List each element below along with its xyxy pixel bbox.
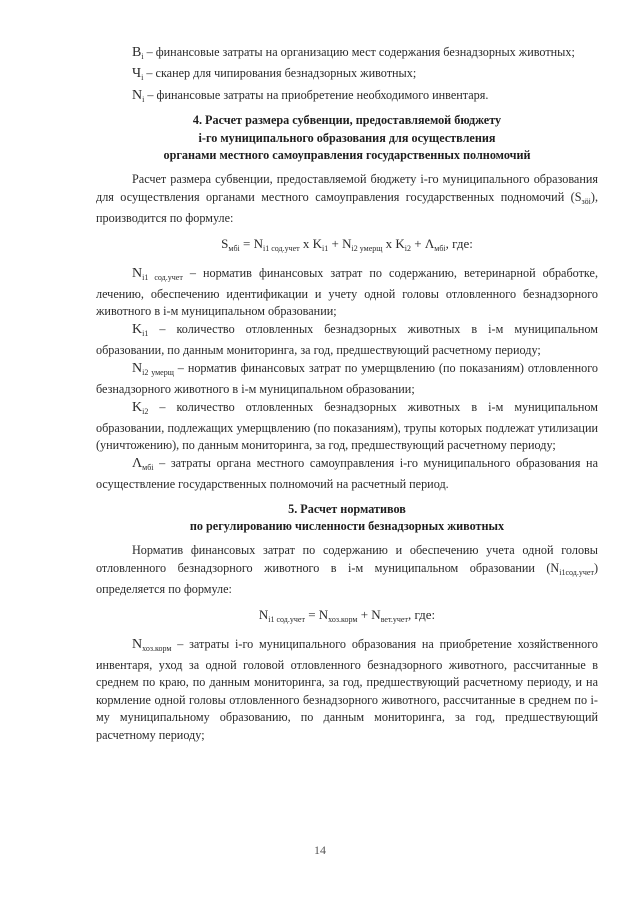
formula-subscript: хоз.корм [328, 614, 358, 624]
symbol: Ч [132, 66, 142, 82]
symbol-subscript: i1 сод.учет [142, 272, 183, 282]
section-heading [96, 112, 598, 164]
heading-line: i-го муниципального образования для осуществления [198, 130, 496, 145]
formula-term: + N [357, 606, 381, 622]
formula-term: , где: [445, 235, 473, 251]
heading-line: органами местного самоуправления государственных полномочий [163, 148, 531, 163]
intro-paragraph [96, 542, 598, 598]
formula-term: , где: [407, 606, 436, 622]
symbol: В [132, 45, 142, 60]
symbol: N [132, 265, 143, 281]
symbol-subscript: зöi [581, 196, 591, 206]
formula [96, 606, 598, 629]
formula-subscript: мбi [434, 243, 446, 253]
formula-term: S [221, 235, 229, 251]
symbol: K [132, 321, 143, 337]
formula-subscript: i2 умерщ [351, 243, 383, 253]
definition-text: – затраты органа местного самоуправления i-го муниципального образования на осуществление государственных полномочий на расчетный период. [96, 455, 598, 492]
formula-term: + N [328, 235, 352, 251]
formula-term: N [258, 606, 269, 622]
intro-paragraph [96, 171, 598, 227]
symbol: N [132, 87, 143, 103]
text-column [96, 44, 598, 744]
definition-text: – сканер для чипирования безнадзорных животных; [143, 66, 417, 81]
definition-text: – количество отловленных безнадзорных животных в i-м муниципальном образовании, подлежащих умерщвлению (по показаниям), трупы которых подлежат утилизации (уничтожению), по данным мониторинга, за год, предшествующий расчетному периоду; [96, 399, 598, 453]
symbol-subscript: i2 [142, 406, 149, 416]
definition-paragraph [96, 44, 598, 65]
definition-paragraph [96, 265, 598, 321]
definition-paragraph [96, 87, 598, 108]
formula-subscript: i1 [322, 243, 329, 253]
symbol-subscript: i [142, 94, 145, 104]
formula-term: = N [239, 235, 263, 251]
symbol-subscript: i1сод.учет [559, 567, 594, 577]
formula-subscript: мбi [228, 243, 240, 253]
symbol-subscript: мбi [142, 462, 154, 472]
definition-text: – количество отловленных безнадзорных животных в i-м муниципальном образовании, по данным мониторинга, за год, предшествующий расчетному периоду; [96, 321, 598, 358]
symbol: N [132, 360, 143, 376]
formula-subscript: i1 сод.учет [268, 614, 305, 624]
symbol-subscript: i [141, 52, 144, 61]
page-number: 14 [314, 843, 326, 857]
heading-line: по регулированию численности безнадзорных животных [189, 518, 505, 533]
definition-text: – затраты i-го муниципального образования на приобретение хозяйственного инвентаря, уход за одной головой отловленного безнадзорного животного, рассчитанные в среднем по краю, по данным мониторинга, за год, предшествующий расчетному периоду, и на кормление одной головы отловленного безнадзорного животного, рассчитанные в среднем по i-му муниципальному образованию, по данным мониторинга, за год, предшествующий расчетному периоду; [96, 636, 598, 742]
definition-text: – норматив финансовых затрат по содержанию, ветеринарной обработке, лечению, обеспечению идентификации и учету одной головы отловленного безнадзорного животного в i-м муниципальном образовании; [96, 265, 598, 319]
formula-subscript: i1 сод.учет [262, 243, 300, 253]
formula [96, 235, 598, 258]
symbol-subscript: i1 [142, 328, 149, 338]
definition-text: – финансовые затраты на организацию мест содержания безнадзорных животных; [143, 45, 575, 59]
formula-term: + Λ [411, 235, 435, 251]
definition-paragraph [96, 360, 598, 399]
formula-subscript: вет.учет [380, 614, 408, 624]
formula-term: = N [304, 606, 329, 622]
intro-text-end: ) определяется по формуле: [96, 560, 598, 597]
intro-text-end: ), производится по формуле: [96, 189, 598, 226]
intro-text: Норматив финансовых затрат по содержанию и обеспечению учета одной головы отловленного безнадзорного животного в i-м муниципальном образовании (N [96, 543, 598, 575]
formula-term: х K [382, 235, 405, 251]
heading-line: 4. Расчет размера субвенции, предоставляемой бюджету [192, 113, 502, 128]
definition-paragraph [96, 455, 598, 494]
definition-paragraph [96, 321, 598, 360]
symbol-subscript: хоз.корм [142, 643, 172, 653]
symbol: K [132, 399, 143, 415]
definition-paragraph [96, 65, 598, 86]
definition-text: – финансовые затраты на приобретение необходимого инвентаря. [144, 87, 489, 102]
formula-term: х K [299, 235, 323, 251]
intro-text: Расчет размера субвенции, предоставляемой бюджету i-го муниципального образования для осуществления органами местного самоуправления государственных подномочий (S [96, 172, 598, 204]
formula-subscript: i2 [404, 243, 412, 253]
symbol-subscript: i [141, 73, 144, 83]
definition-paragraph [96, 636, 598, 744]
symbol: Λ [132, 455, 143, 471]
symbol-subscript: i2 умерщ [142, 367, 174, 377]
heading-line: 5. Расчет нормативов [288, 501, 406, 516]
definition-text: – норматив финансовых затрат по умерщвлению (по показаниям) отловленного безнадзорного животного в i-м муниципальном образовании; [96, 360, 598, 397]
section-heading [96, 501, 598, 536]
symbol: N [132, 636, 143, 652]
definition-paragraph [96, 399, 598, 455]
